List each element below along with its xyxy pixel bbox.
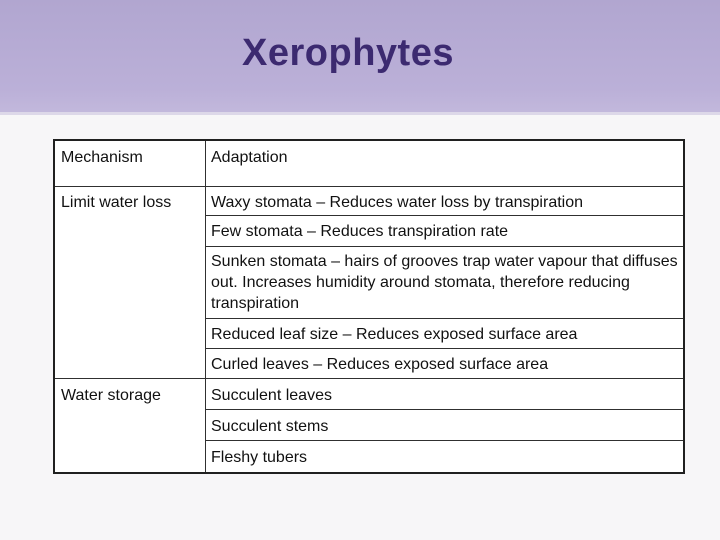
adaptation-few-stomata: Few stomata – Reduces transpiration rate — [211, 223, 509, 240]
row-divider — [205, 246, 683, 247]
mechanism-water-storage: Water storage — [61, 387, 161, 404]
adaptation-succulent-leaves: Succulent leaves — [211, 387, 332, 404]
row-divider — [55, 378, 683, 379]
adaptation-succulent-stems: Succulent stems — [211, 418, 329, 435]
header-mechanism: Mechanism — [61, 149, 143, 166]
slide-title: Xerophytes — [242, 32, 454, 74]
adaptations-table — [53, 139, 685, 474]
adaptation-reduced-leaf-size: Reduced leaf size – Reduces exposed surface area — [211, 326, 578, 343]
column-divider — [205, 141, 206, 472]
row-divider — [205, 348, 683, 349]
row-divider — [55, 186, 683, 187]
row-divider — [205, 409, 683, 410]
header-adaptation: Adaptation — [211, 149, 288, 166]
mechanism-limit-water-loss: Limit water loss — [61, 194, 172, 211]
row-divider — [205, 215, 683, 216]
adaptation-waxy-stomata: Waxy stomata – Reduces water loss by transpiration — [211, 194, 584, 211]
adaptation-fleshy-tubers: Fleshy tubers — [211, 449, 308, 466]
adaptation-curled-leaves: Curled leaves – Reduces exposed surface area — [211, 356, 549, 373]
row-divider — [205, 440, 683, 441]
row-divider — [205, 318, 683, 319]
adaptation-sunken-stomata: Sunken stomata – hairs of grooves trap water vapour that diffuses out. Increases humidity around stomata, therefore reducing transpiration — [211, 253, 678, 312]
